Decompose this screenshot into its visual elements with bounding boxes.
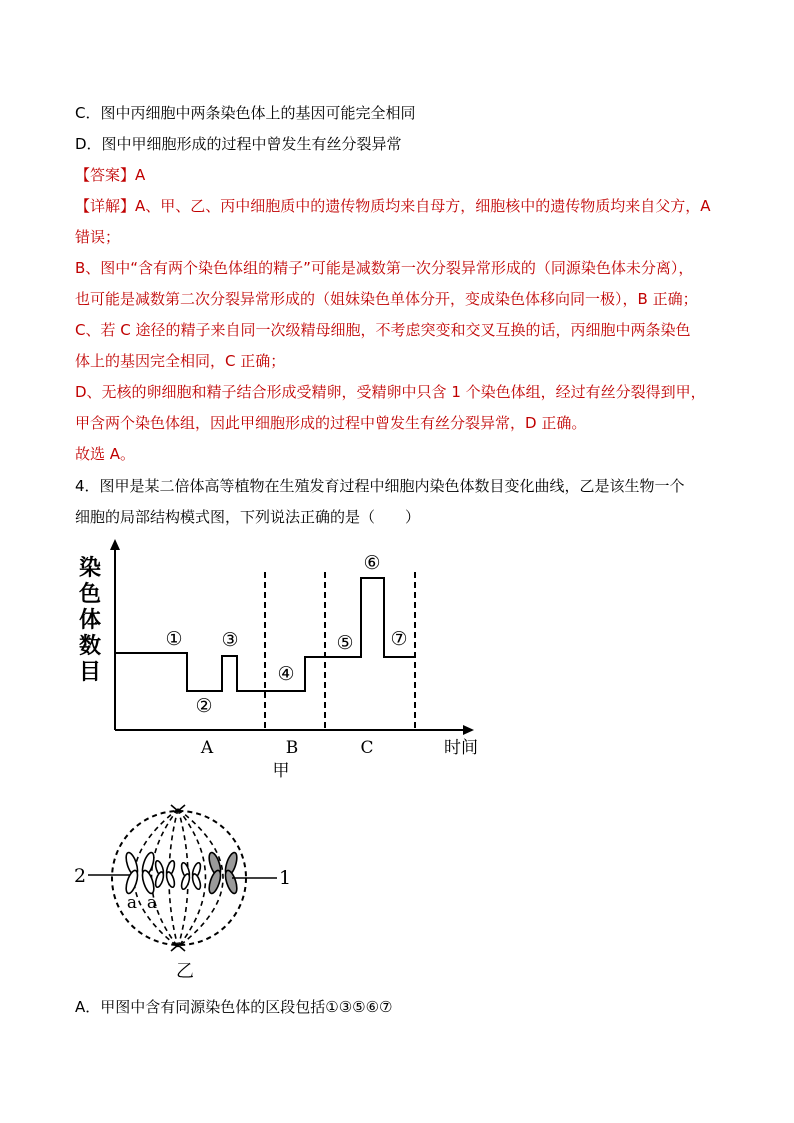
explanation-line-5: C、若 C 途径的精子来自同一次级精母细胞，不考虑突变和交叉互换的话，丙细胞中两条染色 <box>75 321 691 339</box>
segment-label-6: ⑥ <box>363 552 381 574</box>
explanation-line-9: 故选 A。 <box>75 445 136 463</box>
ylabel-char-4: 数 <box>78 633 102 659</box>
chromosome-small-2 <box>180 862 202 890</box>
section-label-a: A <box>200 738 214 758</box>
chromosome-1 <box>207 851 239 894</box>
section-label-b: B <box>285 738 299 758</box>
explanation-line-3: B、图中“含有两个染色体组的精子”可能是减数第一次分裂异常形成的（同源染色体未分离）， <box>75 259 694 277</box>
answer-line <box>75 165 145 185</box>
question4-stem-1: 4．图甲是某二倍体高等植物在生殖发育过程中细胞内染色体数目变化曲线，乙是该生物一个 <box>75 477 685 495</box>
segment-label-7: ⑦ <box>390 628 408 650</box>
ylabel-char-1: 染 <box>78 555 102 581</box>
segment-label-3: ③ <box>221 629 239 651</box>
answer-tag: 【答案】 <box>75 166 136 184</box>
spindle-pole-top <box>171 805 185 811</box>
explanation-text-1: A、甲、乙、丙中细胞质中的遗传物质均来自母方，细胞核中的遗传物质均来自父方，A <box>135 197 711 215</box>
x-axis-label: 时间 <box>444 738 478 758</box>
figure-jia <box>70 535 490 785</box>
gene-label-a-2: a <box>146 893 158 913</box>
chromosome-2 <box>124 851 156 894</box>
explanation-line-6: 体上的基因完全相同，C 正确； <box>75 352 286 370</box>
segment-label-2: ② <box>195 695 213 717</box>
question4-stem-2: 细胞的局部结构模式图，下列说法正确的是（ ） <box>75 508 421 526</box>
segment-label-4: ④ <box>277 663 295 685</box>
answer-value: A <box>135 166 146 184</box>
ylabel-char-3: 体 <box>78 607 102 633</box>
explanation-line-8: 甲含两个染色体组，因此甲细胞形成的过程中曾发生有丝分裂异常，D 正确。 <box>75 414 587 432</box>
explanation-line-7: D、无核的卵细胞和精子结合形成受精卵，受精卵中只含 1 个染色体组，经过有丝分裂得到甲， <box>75 383 706 401</box>
option-a: A．甲图中含有同源染色体的区段包括①③⑤⑥⑦ <box>75 998 393 1016</box>
figure-yi-caption: 乙 <box>176 961 194 982</box>
ylabel-char-2: 色 <box>78 581 102 607</box>
section-label-c: C <box>360 738 374 758</box>
segment-label-1: ① <box>165 628 183 650</box>
x-axis-arrow <box>463 725 474 735</box>
option-c: C．图中丙细胞中两条染色体上的基因可能完全相同 <box>75 104 416 122</box>
figure-jia-caption: 甲 <box>272 761 290 781</box>
explanation-line-4: 也可能是减数第二次分裂异常形成的（姐妹染色单体分开，变成染色体移向同一极），B 正确； <box>75 290 698 308</box>
explanation-tag: 【详解】 <box>75 197 136 215</box>
figure-yi <box>70 795 310 985</box>
option-d: D．图中甲细胞形成的过程中曾发生有丝分裂异常 <box>75 135 402 153</box>
label-1: 1 <box>278 867 292 889</box>
y-axis-arrow <box>110 539 120 550</box>
chromosome-small-1 <box>154 860 176 888</box>
spindle-pole-bottom <box>171 945 185 951</box>
label-2: 2 <box>73 865 87 887</box>
segment-label-5: ⑤ <box>336 632 354 654</box>
explanation-line-1 <box>75 196 711 216</box>
explanation-line-2: 错误； <box>75 228 121 246</box>
ylabel-char-5: 目 <box>78 659 102 685</box>
gene-label-a-1: a <box>126 893 138 913</box>
